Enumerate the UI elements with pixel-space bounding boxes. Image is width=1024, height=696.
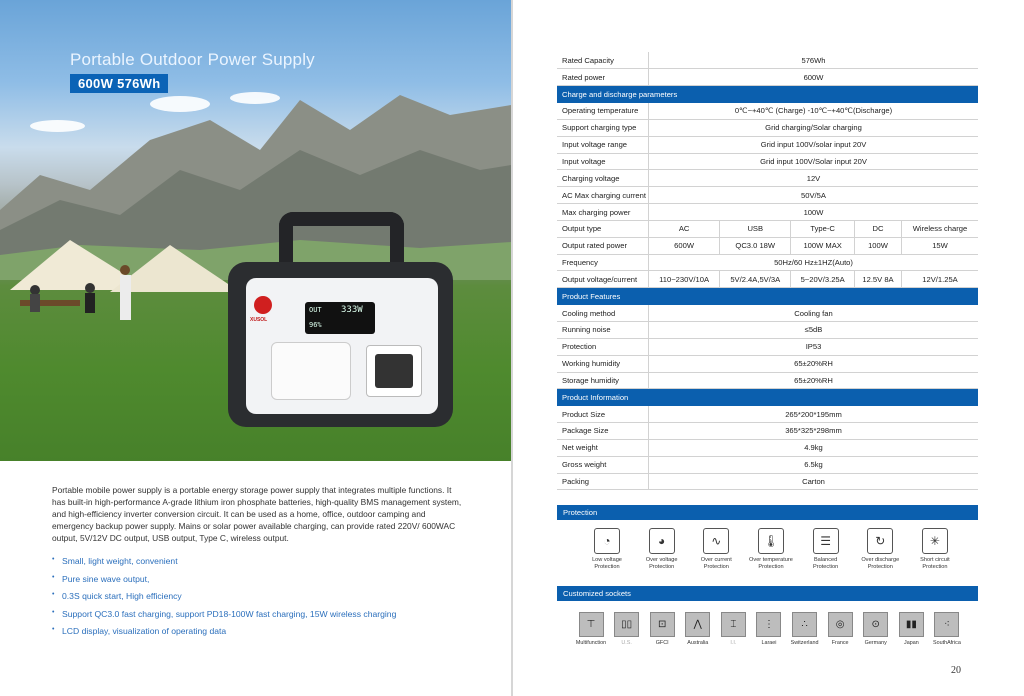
spec-value: 100W bbox=[649, 204, 979, 221]
protection-item bbox=[800, 528, 852, 580]
spec-value: 4.9kg bbox=[649, 439, 979, 456]
spec-cell: Wireless charge bbox=[902, 220, 979, 237]
spec-value: 600W bbox=[649, 69, 979, 86]
spec-label: Output type bbox=[557, 220, 649, 237]
table-row bbox=[557, 372, 978, 389]
spec-label: Output voltage/current bbox=[557, 271, 649, 288]
socket-item bbox=[645, 612, 679, 650]
table-row bbox=[557, 305, 978, 322]
bullet-item: • Small, light weight, convenient bbox=[52, 556, 452, 574]
spec-value: Carton bbox=[649, 473, 979, 490]
low-voltage-icon: ◔ bbox=[594, 528, 620, 554]
socket-item bbox=[894, 612, 928, 650]
ii-socket-icon: ⌶ bbox=[721, 612, 746, 637]
table-row bbox=[557, 153, 978, 170]
table-row bbox=[557, 69, 978, 86]
table-row bbox=[557, 423, 978, 440]
protection-label: Protection bbox=[758, 564, 784, 570]
lcd-watts: 333W bbox=[341, 305, 363, 315]
ac-outlet bbox=[366, 345, 422, 397]
spec-cell: Type-C bbox=[791, 220, 855, 237]
table-row bbox=[557, 187, 978, 204]
protection-label: Low voltage bbox=[592, 557, 622, 563]
spec-value: Grid charging/Solar charging bbox=[649, 119, 979, 136]
socket-item bbox=[574, 612, 608, 650]
short-circuit-icon: ✳ bbox=[922, 528, 948, 554]
socket-label: Laraei bbox=[761, 640, 777, 646]
socket-item bbox=[681, 612, 715, 650]
spec-cell: QC3.0 18W bbox=[720, 237, 791, 254]
socket-item bbox=[716, 612, 750, 650]
bullet-item: • Support QC3.0 fast charging, support PD18-100W fast charging, 15W wireless charging bbox=[52, 609, 452, 627]
page-number: 20 bbox=[951, 665, 961, 676]
socket-label: Switzerland bbox=[790, 640, 819, 646]
protection-label: Protection bbox=[703, 564, 729, 570]
socket-item bbox=[859, 612, 893, 650]
lcd-display bbox=[305, 302, 375, 334]
protection-label: Short circuit bbox=[920, 557, 950, 563]
protection-label: Balanced bbox=[813, 557, 838, 563]
socket-label: Japan bbox=[904, 640, 919, 646]
spec-value: 265*200*195mm bbox=[649, 406, 979, 423]
bullet-item: • Pure sine wave output, bbox=[52, 574, 452, 592]
socket-label: France bbox=[831, 640, 849, 646]
table-row bbox=[557, 52, 978, 69]
spec-label: Operating temperature bbox=[557, 103, 649, 120]
socket-label: Multifunction bbox=[575, 640, 607, 646]
socket-item bbox=[788, 612, 822, 650]
japan-socket-icon: ▮▮ bbox=[899, 612, 924, 637]
protection-label: Over temperature bbox=[749, 557, 793, 563]
protection-label: Over current bbox=[700, 557, 732, 563]
spec-label: Storage humidity bbox=[557, 372, 649, 389]
capacity-badge: 600W 576Wh bbox=[70, 74, 168, 93]
spec-label: Working humidity bbox=[557, 355, 649, 372]
spec-cell: DC bbox=[855, 220, 902, 237]
socket-label: Germany bbox=[864, 640, 887, 646]
section-header bbox=[557, 389, 978, 406]
gfci-socket-icon: ⊡ bbox=[650, 612, 675, 637]
dc-usb-port-panel bbox=[271, 342, 351, 400]
section-header bbox=[557, 288, 978, 305]
spec-value: 12V bbox=[649, 170, 979, 187]
spec-label: Cooling method bbox=[557, 305, 649, 322]
spec-label: Packing bbox=[557, 473, 649, 490]
socket-label: I.I. bbox=[730, 640, 737, 646]
over-discharge-icon: ↻ bbox=[867, 528, 893, 554]
balanced-icon: ☰ bbox=[813, 528, 839, 554]
spec-value: 65±20%RH bbox=[649, 355, 979, 372]
page-gutter bbox=[511, 0, 513, 696]
spec-label: Frequency bbox=[557, 254, 649, 271]
spec-label: Gross weight bbox=[557, 456, 649, 473]
spec-cell: 12.5V 8A bbox=[855, 271, 902, 288]
table-row bbox=[557, 254, 978, 271]
spec-cell: USB bbox=[720, 220, 791, 237]
hero-title: Portable Outdoor Power Supply bbox=[70, 50, 315, 69]
table-row bbox=[557, 322, 978, 339]
feature-bullets bbox=[52, 556, 452, 644]
protection-header: Protection bbox=[557, 505, 978, 520]
france-socket-icon: ◎ bbox=[828, 612, 853, 637]
brand-logo-icon bbox=[254, 296, 272, 314]
us-socket-icon: ▯▯ bbox=[614, 612, 639, 637]
socket-item bbox=[823, 612, 857, 650]
section-header bbox=[557, 86, 978, 103]
spec-label: Product Size bbox=[557, 406, 649, 423]
spec-label: Rated Capacity bbox=[557, 52, 649, 69]
spec-value: 65±20%RH bbox=[649, 372, 979, 389]
spec-table bbox=[557, 52, 978, 490]
socket-label: U.S. bbox=[621, 640, 632, 646]
over-voltage-icon: ◕ bbox=[649, 528, 675, 554]
protection-label: Over discharge bbox=[861, 557, 900, 563]
bullet-item: • 0.3S quick start, High efficiency bbox=[52, 591, 452, 609]
table-row bbox=[557, 237, 978, 254]
protection-label: Protection bbox=[813, 564, 839, 570]
section-title: Product Information bbox=[557, 389, 978, 406]
socket-item bbox=[752, 612, 786, 650]
spec-label: Support charging type bbox=[557, 119, 649, 136]
spec-value: 50V/5A bbox=[649, 187, 979, 204]
protection-item bbox=[690, 528, 742, 580]
protection-item bbox=[909, 528, 961, 580]
spec-value: ≤5dB bbox=[649, 322, 979, 339]
protection-label: Protection bbox=[922, 564, 948, 570]
germany-socket-icon: ⊙ bbox=[863, 612, 888, 637]
spec-value: 0℃~+40℃ (Charge) -10℃~+40℃(Discharge) bbox=[649, 103, 979, 120]
over-current-icon: ∿ bbox=[703, 528, 729, 554]
protection-item bbox=[854, 528, 906, 580]
protection-label: Protection bbox=[594, 564, 620, 570]
hero-photo bbox=[0, 0, 511, 461]
table-row bbox=[557, 355, 978, 372]
spec-label: Input voltage bbox=[557, 153, 649, 170]
table-row bbox=[557, 473, 978, 490]
spec-value: IP53 bbox=[649, 338, 979, 355]
table-row bbox=[557, 220, 978, 237]
section-title: Charge and discharge parameters bbox=[557, 86, 978, 103]
switzerland-socket-icon: ∴ bbox=[792, 612, 817, 637]
intro-paragraph: Portable mobile power supply is a portable energy storage power supply that integrates multiple functions. It has built-in high-performance A-grade lithium iron phosphate batteries, high-quality BMS management system, and high-efficiency inverter conversion circuit. It can be used as a home, office, outdoor camping and emergency backup power supply. Mains or solar power available charging, can provide rated 220V/ 600WAC output, 5V/12V DC output, USB output, Type C, wireless output. bbox=[52, 485, 462, 543]
spec-cell: 5~20V/3.25A bbox=[791, 271, 855, 288]
protection-label: Over voltage bbox=[645, 557, 678, 563]
socket-icons bbox=[574, 612, 964, 650]
table-row bbox=[557, 439, 978, 456]
spec-value: 6.5kg bbox=[649, 456, 979, 473]
socket-item bbox=[610, 612, 644, 650]
spec-cell: 600W bbox=[649, 237, 720, 254]
spec-label: Max charging power bbox=[557, 204, 649, 221]
over-temperature-icon: 🌡 bbox=[758, 528, 784, 554]
spec-cell: AC bbox=[649, 220, 720, 237]
spec-label: Package Size bbox=[557, 423, 649, 440]
table-row bbox=[557, 170, 978, 187]
lcd-out-label: OUT bbox=[309, 306, 322, 314]
spec-label: AC Max charging current bbox=[557, 187, 649, 204]
spec-cell: 100W bbox=[855, 237, 902, 254]
table-row bbox=[557, 406, 978, 423]
table-row bbox=[557, 271, 978, 288]
table-row bbox=[557, 119, 978, 136]
protection-label: Protection bbox=[649, 564, 675, 570]
spec-cell: 100W MAX bbox=[791, 237, 855, 254]
protection-item bbox=[581, 528, 633, 580]
spec-label: Running noise bbox=[557, 322, 649, 339]
spec-label: Rated power bbox=[557, 69, 649, 86]
socket-item bbox=[930, 612, 964, 650]
israel-socket-icon: ⋮ bbox=[756, 612, 781, 637]
spec-value: Cooling fan bbox=[649, 305, 979, 322]
bullet-item: • LCD display, visualization of operating data bbox=[52, 626, 452, 644]
australia-socket-icon: ⋀ bbox=[685, 612, 710, 637]
spec-value: 50Hz/60 Hz±1HZ(Auto) bbox=[649, 254, 979, 271]
multifunction-socket-icon: ⊤ bbox=[579, 612, 604, 637]
spec-value: 576Wh bbox=[649, 52, 979, 69]
table-row bbox=[557, 456, 978, 473]
spec-label: Output rated power bbox=[557, 237, 649, 254]
protection-item bbox=[745, 528, 797, 580]
socket-label: SouthAfrica bbox=[933, 640, 961, 646]
sockets-header: Customized sockets bbox=[557, 586, 978, 601]
spec-label: Input voltage range bbox=[557, 136, 649, 153]
lcd-percent: 96% bbox=[309, 321, 322, 329]
spec-cell: 5V/2.4A,5V/3A bbox=[720, 271, 791, 288]
device-brand: XUSOL bbox=[250, 317, 268, 323]
socket-label: GFCI bbox=[655, 640, 669, 646]
protection-label: Protection bbox=[867, 564, 893, 570]
table-row bbox=[557, 103, 978, 120]
spec-cell: 110~230V/10A bbox=[649, 271, 720, 288]
spec-label: Protection bbox=[557, 338, 649, 355]
table-row bbox=[557, 136, 978, 153]
table-row bbox=[557, 204, 978, 221]
spec-value: 365*325*298mm bbox=[649, 423, 979, 440]
section-title: Product Features bbox=[557, 288, 978, 305]
socket-label: Australia bbox=[687, 640, 709, 646]
south-africa-socket-icon: ⁖ bbox=[934, 612, 959, 637]
protection-item bbox=[636, 528, 688, 580]
spec-cell: 12V/1.25A bbox=[902, 271, 979, 288]
spec-label: Charging voltage bbox=[557, 170, 649, 187]
spec-label: Net weight bbox=[557, 439, 649, 456]
protection-icons bbox=[581, 528, 961, 580]
spec-cell: 15W bbox=[902, 237, 979, 254]
table-row bbox=[557, 338, 978, 355]
spec-value: Grid input 100V/Solar input 20V bbox=[649, 153, 979, 170]
spec-value: Grid input 100V/solar input 20V bbox=[649, 136, 979, 153]
